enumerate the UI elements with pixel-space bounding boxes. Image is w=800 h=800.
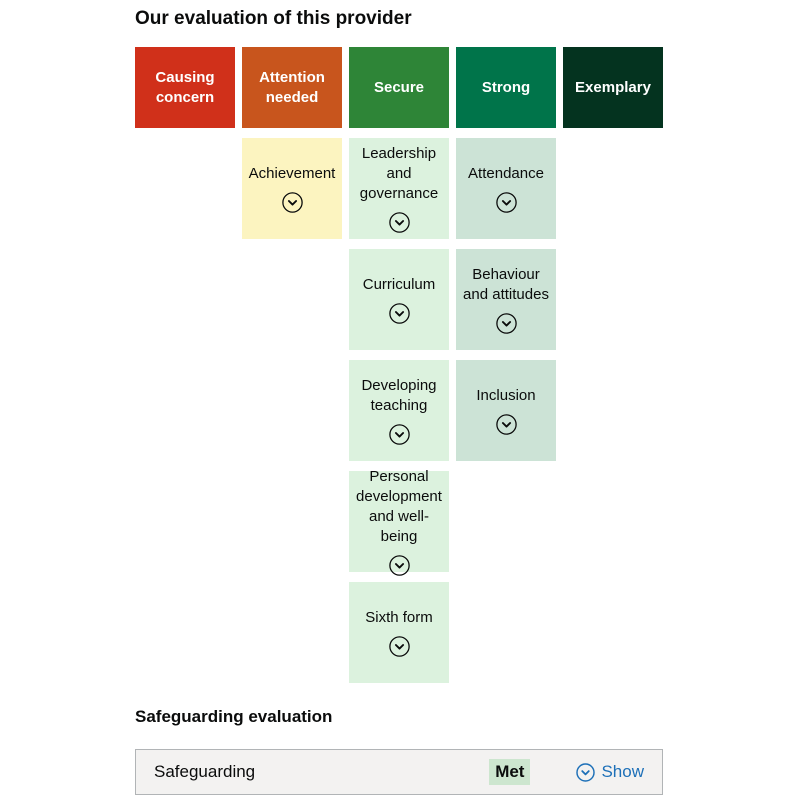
chevron-down-icon: [282, 192, 303, 213]
card-label: Achievement: [248, 165, 336, 183]
card-inclusion[interactable]: [456, 360, 556, 461]
scale-header-label: Strong: [481, 78, 531, 96]
chevron-down-icon: [389, 212, 410, 233]
chevron-down-icon: [496, 192, 517, 213]
page-title: Our evaluation of this provider: [135, 8, 412, 29]
scale-header-secure: [349, 47, 449, 128]
card-leadership-and-governance[interactable]: [349, 138, 449, 239]
chevron-down-icon: [389, 636, 410, 657]
card-label: Curriculum: [362, 276, 436, 294]
card-curriculum[interactable]: [349, 249, 449, 350]
chevron-down-icon: [389, 424, 410, 445]
chevron-down-icon: [576, 763, 595, 782]
scale-header-label: Attention needed: [259, 69, 325, 106]
card-attendance[interactable]: [456, 138, 556, 239]
scale-header-causing-concern: [135, 47, 235, 128]
card-personal-development-and-well-being[interactable]: [349, 468, 449, 572]
card-developing-teaching[interactable]: [349, 360, 449, 461]
scale-header-strong: [456, 47, 556, 128]
chevron-down-icon: [389, 555, 410, 576]
safeguarding-heading: Safeguarding evaluation: [135, 707, 333, 726]
card-label: Developing teaching: [361, 377, 437, 414]
card-label: Sixth form: [365, 609, 433, 627]
scale-header-label: Causing concern: [155, 69, 215, 106]
card-sixth-form[interactable]: [349, 582, 449, 683]
scale-header-exemplary: [563, 47, 663, 128]
card-label: Personal development and well-being: [356, 468, 442, 545]
scale-header-attention-needed: [242, 47, 342, 128]
show-details-link[interactable]: [576, 762, 644, 782]
card-label: Behaviour and attitudes: [463, 266, 549, 303]
chevron-down-icon: [496, 313, 517, 334]
chevron-down-icon: [496, 414, 517, 435]
safeguarding-row: [135, 749, 663, 795]
evaluation-section: [135, 0, 663, 795]
chevron-down-icon: [389, 303, 410, 324]
show-details-label: Show: [601, 762, 644, 781]
evaluation-grid: [135, 47, 663, 683]
safeguarding-status-badge: Met: [489, 759, 530, 785]
card-achievement[interactable]: [242, 138, 342, 239]
card-behaviour-and-attitudes[interactable]: [456, 249, 556, 350]
card-label: Inclusion: [476, 387, 536, 405]
scale-header-label: Secure: [373, 78, 425, 96]
safeguarding-label: Safeguarding: [154, 762, 256, 781]
card-label: Leadership and governance: [359, 145, 439, 202]
scale-header-label: Exemplary: [575, 78, 651, 96]
card-label: Attendance: [468, 165, 544, 183]
